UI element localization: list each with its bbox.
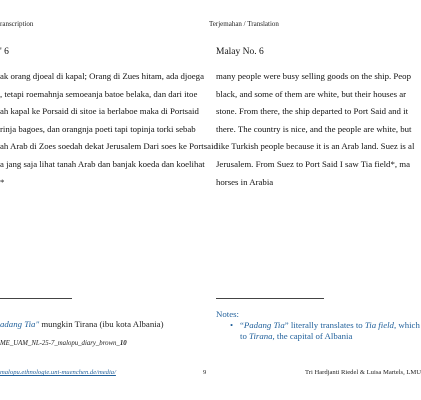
document-code-number: 10: [119, 340, 127, 347]
transcription-line: ah kapal ke Porsaid di sitoe ia berlaboe maka di Portsaid: [0, 106, 199, 117]
page-number: 9: [203, 369, 207, 376]
transcription-line: rinja bagoes, dan orangnja poeti tapi topinja torki sebab: [0, 123, 196, 134]
notes-label: Notes:: [216, 309, 239, 319]
bullet-icon: •: [230, 320, 234, 330]
translation-line: like Turkish people because it is an Arab land. Suez is al: [216, 141, 415, 152]
note-item: [218, 320, 420, 341]
transcription-line: *: [0, 176, 5, 187]
note-line-1: “Padang Tia” literally translates to Tia field, which: [240, 320, 420, 330]
transcription-line: a jang saja lihat tanah Arab dan banjak koeda dan koelihat: [0, 158, 205, 169]
footnote-divider: [0, 298, 72, 299]
left-page-header: ranscription: [0, 20, 34, 28]
translation-line: stone. From there, the ship departed to Port Said and it: [216, 106, 409, 117]
document-code-prefix: ME_UAM_NL-25-7_malopu_diary_brown_: [0, 340, 120, 347]
transcription-text: [0, 68, 218, 191]
notes-divider: [216, 298, 324, 299]
footnote-text: mungkin Tirana (ibu kota Albania): [39, 319, 164, 329]
note-field: Tia field: [364, 320, 394, 330]
left-page-heading: ' 6: [0, 47, 9, 57]
translation-line: black, and some of them are white, but their houses ar: [216, 88, 407, 99]
document-code: [0, 340, 127, 347]
right-page-heading: Malay No. 6: [216, 47, 264, 57]
footnote-term: adang Tia": [0, 319, 40, 329]
note-line-2: to Tirana, the capital of Albania: [240, 330, 353, 341]
translation-line: many people were busy selling goods on the ship. Peop: [216, 71, 411, 81]
transcription-line: ak orang djoeal di kapal; Orang di Zues hitam, ada djoega: [0, 71, 204, 81]
transcription-line: ah Arab di Zoes soedah dekat Jerusalem Dari soes ke Portsaid: [0, 141, 218, 152]
right-page-header: Terjemahan / Translation: [209, 20, 279, 28]
note-term: Padang Tia: [243, 320, 285, 330]
transcription-line: , tetapi roemahnja semoeanja batoe belaka, dan dari itoe: [0, 88, 198, 99]
note-tirana: Tirana: [249, 330, 273, 341]
translation-line: there. The country is nice, and the people are white, but: [216, 123, 412, 134]
transcription-footnote: [0, 319, 164, 329]
source-link[interactable]: malopu.ethnologie.uni-muenchen.de/media/: [0, 369, 116, 376]
translation-line: horses in Arabia: [216, 176, 274, 187]
authors-credit: Tri Hardjanti Riedel & Luisa Martels, LMU: [305, 369, 421, 376]
translation-text: [216, 68, 415, 191]
translation-line: Jerusalem. From Suez to Port Said I saw Tia field*, ma: [216, 158, 411, 169]
